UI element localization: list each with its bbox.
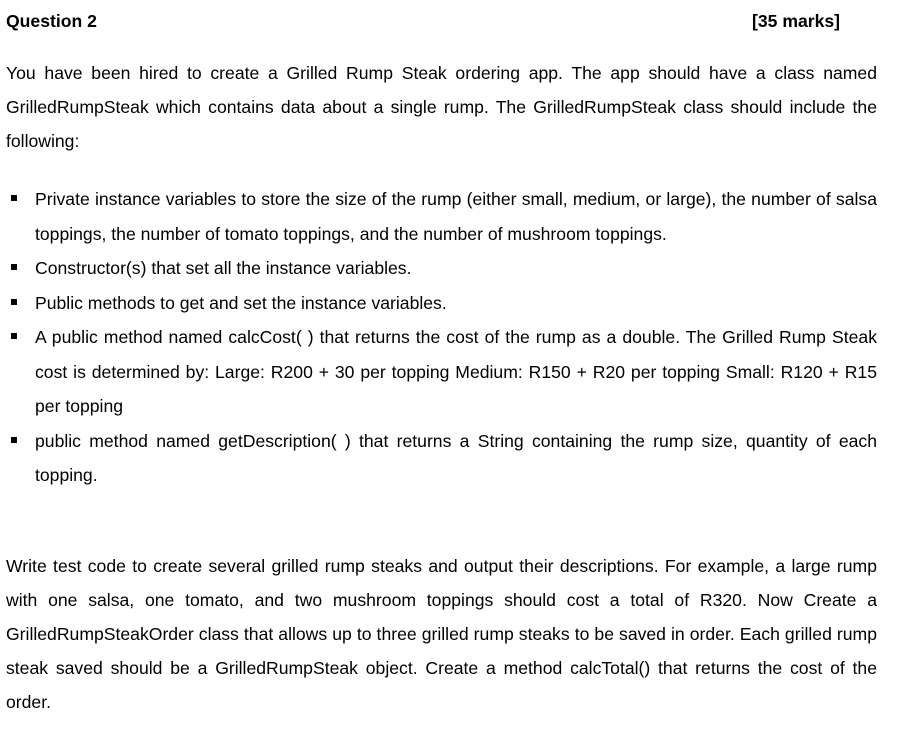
requirement-text: Constructor(s) that set all the instance variables. (35, 258, 412, 278)
requirement-text: Public methods to get and set the instance variables. (35, 292, 447, 313)
square-bullet-icon (11, 264, 17, 270)
requirement-text: A public method named calcCost( ) that returns the cost of the rump as a double. The Grilled Rump Steak cost is determined by: Large: R200 + 30 per topping Medium: R150 + R20 per topping Small: R120 + R15 per topping (35, 327, 877, 416)
square-bullet-icon (11, 299, 17, 305)
requirement-item (0, 182, 877, 251)
question-title: Question 2 (6, 11, 97, 31)
requirement-text: public method named getDescription( ) that returns a String containing the rump size, quantity of each topping. (35, 430, 877, 485)
question-marks: [35 marks] (752, 11, 841, 31)
requirement-item (0, 286, 877, 321)
requirement-item (0, 251, 877, 286)
requirement-text: Private instance variables to store the size of the rump (either small, medium, or large), the number of salsa toppings, the number of tomato toppings, and the number of mushroom toppings. (35, 189, 877, 244)
requirements-list (0, 182, 898, 493)
question-header (0, 0, 898, 40)
requirement-item (0, 320, 877, 424)
square-bullet-icon (11, 195, 17, 201)
square-bullet-icon (11, 437, 17, 443)
square-bullet-icon (11, 333, 17, 339)
closing-paragraph: Write test code to create several grilled rump steaks and output their descriptions. For example, a large rump with one salsa, one tomato, and two mushroom toppings should cost a total of R320. Now Create a GrilledRumpSteakOrder class that allows up to three grilled rump steaks to be saved in order. Each grilled rump steak saved should be a GrilledRumpSteak object. Create a method calcTotal() that returns the cost of the order. (6, 556, 877, 712)
requirement-item (0, 424, 877, 493)
intro-paragraph: You have been hired to create a Grilled Rump Steak ordering app. The app should have a class named GrilledRumpSteak which contains data about a single rump. The GrilledRumpSteak class should include the following: (6, 63, 877, 151)
